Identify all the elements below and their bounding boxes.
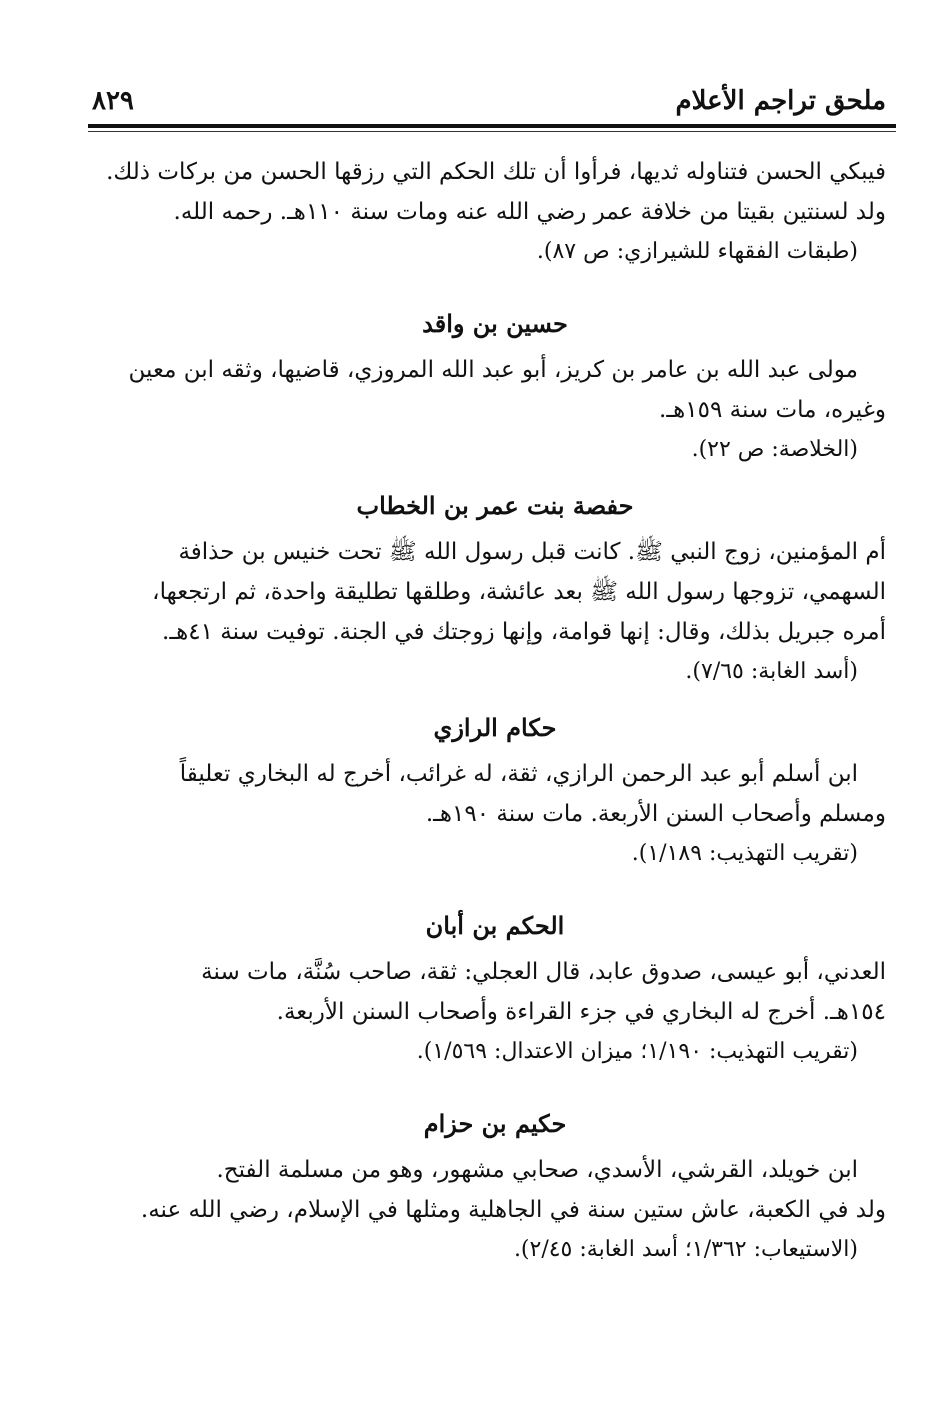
page-content — [104, 152, 886, 1270]
text-line: ابن أسلم أبو عبد الرحمن الرازي، ثقة، له غرائب، أخرج له البخاري تعليقاً — [179, 761, 858, 787]
page-number: ٨٢٩ — [92, 86, 134, 116]
page-header — [92, 80, 886, 126]
text-line: ولد في الكعبة، عاش ستين سنة في الجاهلية ومثلها في الإسلام، رضي الله عنه. — [140, 1197, 886, 1223]
biography-entry — [104, 904, 886, 1072]
running-title: ملحق تراجم الأعلام — [675, 86, 886, 116]
text-line: ابن خويلد، القرشي، الأسدي، صحابي مشهور، وهو من مسلمة الفتح. — [216, 1157, 858, 1183]
biography-entry — [104, 484, 886, 692]
text-line: مولى عبد الله بن عامر بن كريز، أبو عبد الله المروزي، قاضيها، وثقه ابن معين — [128, 357, 858, 383]
text-line: وغيره، مات سنة ١٥٩هـ. — [659, 397, 886, 423]
header-rule-thick — [88, 124, 896, 128]
header-rule-thin — [88, 131, 896, 132]
text-line: السهمي، تزوجها رسول الله ﷺ بعد عائشة، وطلقها تطليقة واحدة، ثم ارتجعها، — [152, 579, 886, 605]
source-reference: (الاستيعاب: ١/٣٦٢؛ أسد الغابة: ٢/٤٥). — [513, 1237, 858, 1262]
source-reference: (أسد الغابة: ٧/٦٥). — [685, 659, 858, 684]
source-reference: (طبقات الفقهاء للشيرازي: ص ٨٧). — [536, 239, 858, 264]
text-line: فيبكي الحسن فتناوله ثديها، فرأوا أن تلك الحكم التي رزقها الحسن من بركات ذلك. — [106, 159, 886, 185]
biography-entry — [104, 1102, 886, 1270]
text-line: العدني، أبو عيسى، صدوق عابد، قال العجلي: ثقة، صاحب سُنَّة، مات سنة — [201, 959, 886, 985]
text-line: ١٥٤هـ. أخرج له البخاري في جزء القراءة وأصحاب السنن الأربعة. — [276, 999, 886, 1025]
source-reference: (تقريب التهذيب: ١/١٩٠؛ ميزان الاعتدال: ١/٥٦٩). — [416, 1039, 858, 1064]
biography-entry — [104, 302, 886, 470]
continued-entry — [104, 152, 886, 272]
text-line: أمره جبريل بذلك، وقال: إنها قوامة، وإنها زوجتك في الجنة. توفيت سنة ٤١هـ. — [162, 619, 886, 645]
entry-title: حكام الرازي — [433, 713, 557, 742]
text-line: ولد لسنتين بقيتا من خلافة عمر رضي الله عنه ومات سنة ١١٠هـ. رحمه الله. — [173, 199, 886, 225]
entry-title: حفصة بنت عمر بن الخطاب — [356, 491, 634, 520]
entry-title: حسين بن واقد — [422, 309, 568, 338]
entry-title: الحكم بن أبان — [425, 911, 565, 940]
source-reference: (الخلاصة: ص ٢٢). — [691, 437, 858, 462]
entry-title: حكيم بن حزام — [423, 1109, 567, 1138]
text-line: أم المؤمنين، زوج النبي ﷺ. كانت قبل رسول الله ﷺ تحت خنيس بن حذافة — [178, 539, 886, 565]
source-reference: (تقريب التهذيب: ١/١٨٩). — [631, 841, 858, 866]
text-line: ومسلم وأصحاب السنن الأربعة. مات سنة ١٩٠هـ. — [425, 801, 886, 827]
biography-entry — [104, 706, 886, 874]
